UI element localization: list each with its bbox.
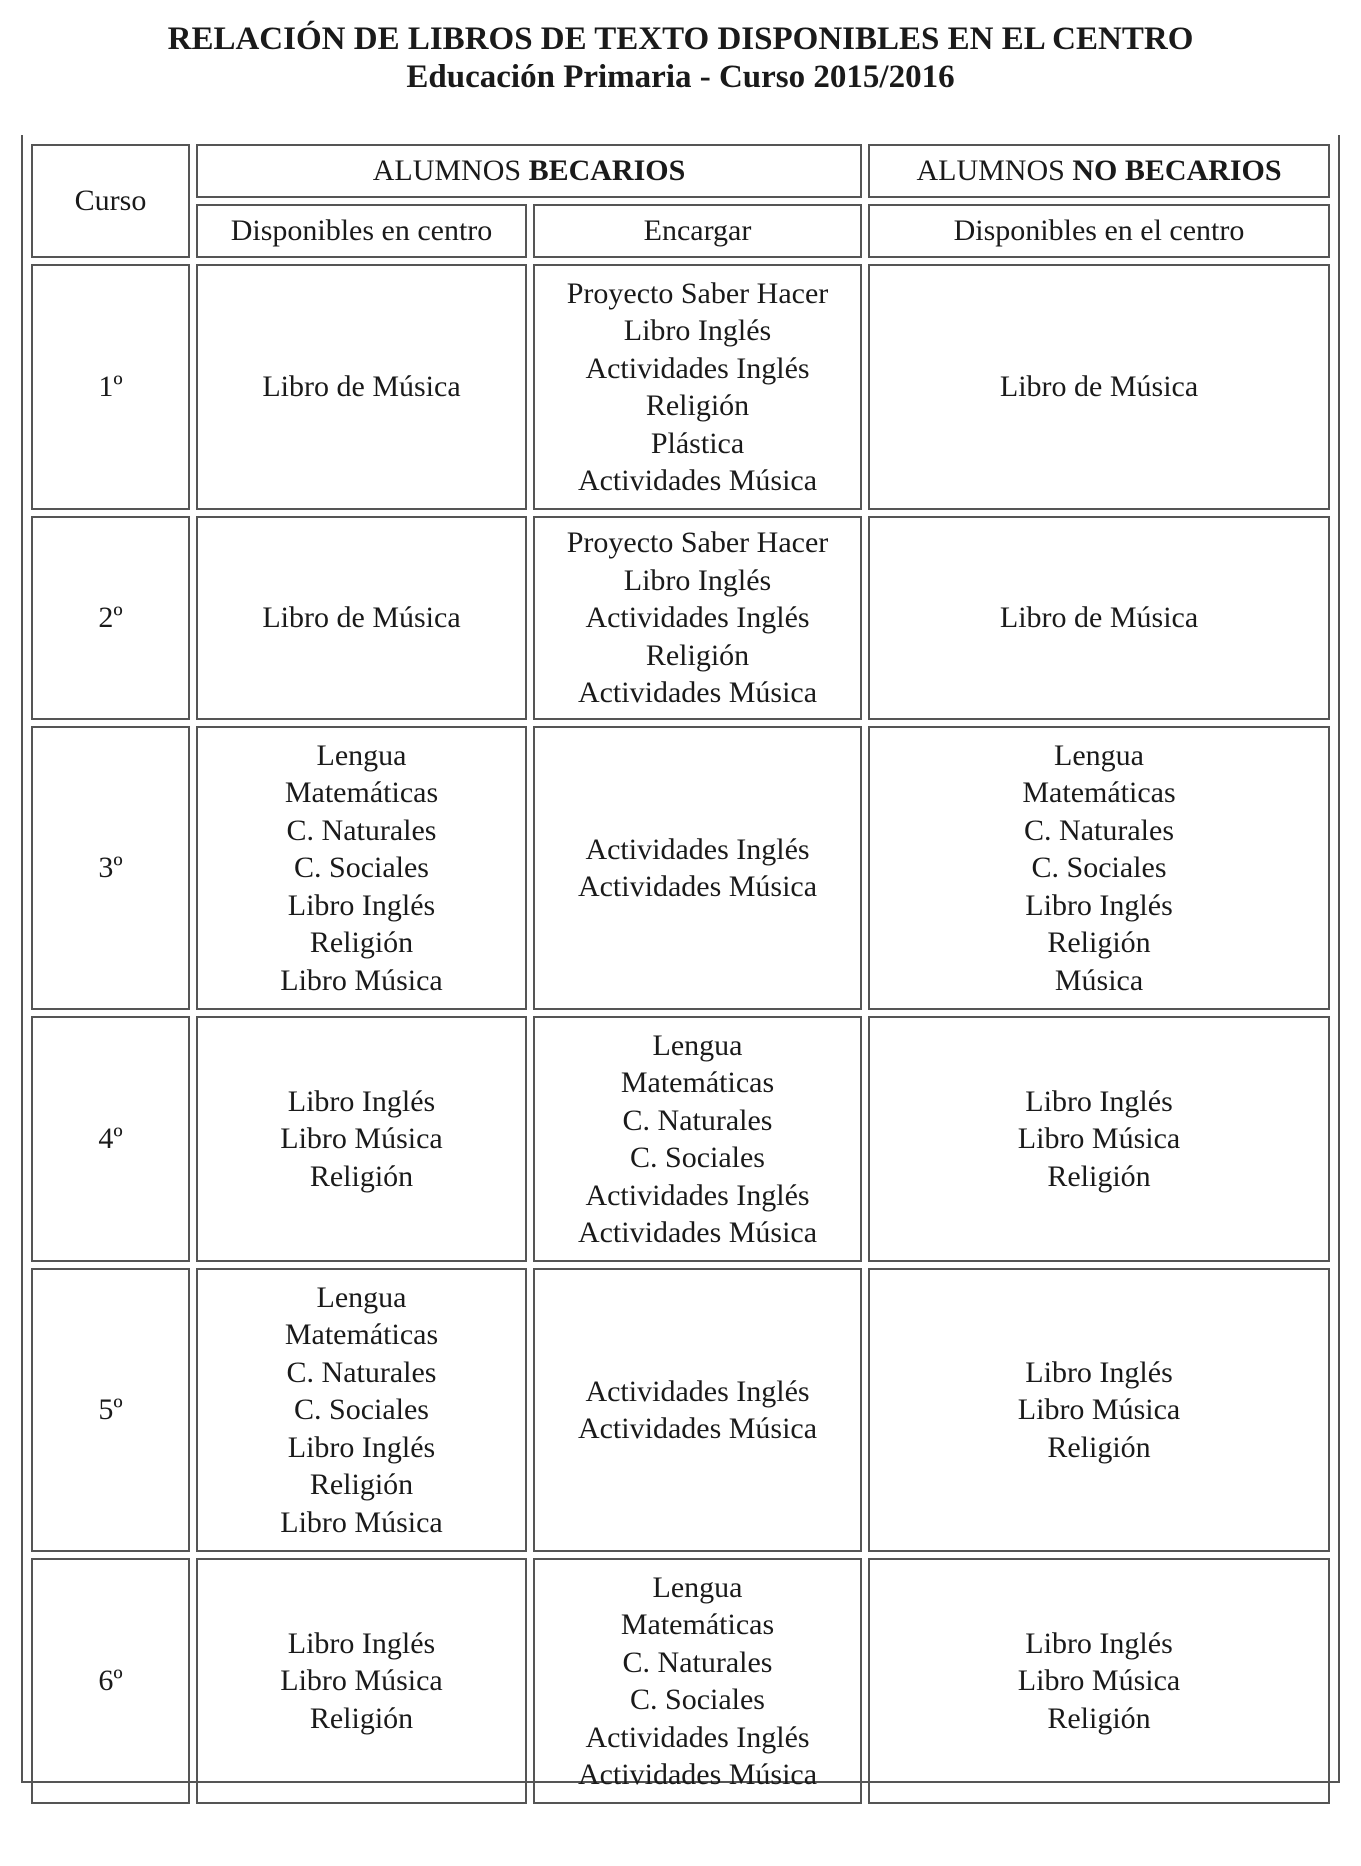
book-item: Matemáticas <box>1022 776 1176 810</box>
book-item: Plástica <box>650 426 745 460</box>
book-item: Lengua <box>1054 738 1144 772</box>
book-item: Religión <box>309 1159 414 1193</box>
book-item: Actividades Música <box>577 1412 818 1445</box>
book-item: Religión <box>1047 1701 1151 1735</box>
document-subtitle: Educación Primaria - Curso 2015/2016 <box>406 59 955 95</box>
book-item: Libro Inglés <box>1025 888 1173 922</box>
book-item: Actividades Inglés <box>585 1178 810 1212</box>
cell-no-becarios-disponibles <box>868 1268 1330 1552</box>
book-item: Actividades Música <box>577 1758 818 1791</box>
table-row <box>31 516 1330 720</box>
book-item: Actividades Música <box>577 676 818 710</box>
subheader-disponibles-centro: Disponibles en centro <box>196 204 527 258</box>
book-item: C. Sociales <box>294 851 429 885</box>
book-item: C. Sociales <box>294 1393 429 1427</box>
cell-curso: 4º <box>31 1016 190 1262</box>
book-item: C. Naturales <box>1024 813 1174 847</box>
header-becarios-prefix: ALUMNOS <box>372 154 529 187</box>
cell-becarios-disponibles <box>196 1016 527 1262</box>
cell-no-becarios-disponibles <box>868 1016 1330 1262</box>
cell-curso: 1º <box>31 264 190 510</box>
cell-becarios-encargar <box>533 1268 862 1552</box>
book-item: Libro Música <box>280 1664 443 1698</box>
cell-becarios-disponibles <box>196 1268 527 1552</box>
cell-no-becarios-disponibles <box>868 1558 1330 1804</box>
book-item: Matemáticas <box>620 1608 775 1641</box>
book-item: C. Naturales <box>286 1355 437 1389</box>
book-item: Libro Música <box>1017 1122 1181 1156</box>
book-item: C. Naturales <box>286 813 437 847</box>
cell-becarios-encargar <box>533 264 862 510</box>
book-item: Libro Música <box>280 1122 443 1156</box>
cell-no-becarios-disponibles <box>868 516 1330 720</box>
book-item: Libro Música <box>1017 1664 1181 1698</box>
book-item: Libro Inglés <box>623 563 772 597</box>
book-item: Libro Inglés <box>1025 1626 1173 1660</box>
book-item: C. Naturales <box>622 1103 773 1137</box>
book-item: Matemáticas <box>620 1066 775 1099</box>
book-item: Libro Inglés <box>623 314 772 347</box>
book-item: Libro de Música <box>999 370 1199 404</box>
table-row <box>31 264 1330 510</box>
cell-becarios-encargar <box>533 1016 862 1262</box>
book-item: Religión <box>645 389 750 422</box>
header-no-becarios <box>868 144 1330 198</box>
book-item: Lengua <box>652 1570 743 1604</box>
table-row <box>31 726 1330 1010</box>
book-item: Libro Música <box>280 963 443 997</box>
document-header <box>0 20 1361 96</box>
cell-curso: 5º <box>31 1268 190 1552</box>
book-item: Proyecto Saber Hacer <box>566 526 829 560</box>
table-row <box>31 1016 1330 1262</box>
book-item: Libro Música <box>280 1505 443 1539</box>
table-row <box>31 1268 1330 1552</box>
book-item: Actividades Música <box>577 870 818 903</box>
book-item: Religión <box>1047 926 1151 960</box>
book-item: Religión <box>309 1468 414 1502</box>
book-item: Libro Música <box>1017 1393 1181 1427</box>
book-item: Libro Inglés <box>1025 1084 1173 1118</box>
subheader-encargar: Encargar <box>533 204 862 258</box>
book-item: Actividades Música <box>577 464 818 497</box>
cell-becarios-encargar <box>533 726 862 1010</box>
book-item: Libro Inglés <box>287 1084 436 1118</box>
book-item: Lengua <box>316 738 407 772</box>
cell-becarios-disponibles <box>196 516 527 720</box>
cell-becarios-disponibles <box>196 726 527 1010</box>
book-item: Libro de Música <box>262 370 461 404</box>
book-item: C. Sociales <box>630 1683 765 1716</box>
table-row <box>31 1558 1330 1804</box>
subheader-disponibles-el-centro: Disponibles en el centro <box>868 204 1330 258</box>
book-item: C. Sociales <box>630 1141 765 1174</box>
header-curso: Curso <box>31 144 190 258</box>
book-item: Libro de Música <box>999 601 1199 635</box>
cell-no-becarios-disponibles <box>868 726 1330 1010</box>
header-row-groups <box>31 144 1330 198</box>
header-row-sub <box>31 204 1330 258</box>
cell-curso: 2º <box>31 516 190 720</box>
book-item: Música <box>1054 963 1144 997</box>
book-item: Actividades Inglés <box>585 1720 810 1754</box>
book-item: Lengua <box>316 1280 407 1314</box>
book-item: Libro Inglés <box>1025 1355 1173 1389</box>
book-item: Actividades Inglés <box>585 832 810 866</box>
cell-becarios-encargar <box>533 1558 862 1804</box>
book-item: Religión <box>309 926 414 960</box>
books-table <box>25 138 1336 1810</box>
book-item: Religión <box>645 638 750 672</box>
header-no-becarios-bold: NO BECARIOS <box>1072 154 1282 187</box>
book-item: Religión <box>309 1701 414 1735</box>
book-item: C. Sociales <box>1031 851 1167 885</box>
book-item: Libro Inglés <box>287 888 436 922</box>
book-item: Matemáticas <box>284 1318 439 1352</box>
book-item: Libro Inglés <box>287 1626 436 1660</box>
book-item: Religión <box>1047 1159 1151 1193</box>
book-item: C. Naturales <box>622 1645 773 1679</box>
book-item: Actividades Música <box>577 1216 818 1249</box>
cell-becarios-disponibles <box>196 264 527 510</box>
book-item: Matemáticas <box>284 776 439 810</box>
book-item: Actividades Inglés <box>585 351 810 385</box>
book-item: Libro de Música <box>262 601 461 635</box>
header-becarios-bold: BECARIOS <box>528 154 686 187</box>
cell-no-becarios-disponibles <box>868 264 1330 510</box>
book-item: Actividades Inglés <box>585 601 810 635</box>
header-no-becarios-prefix: ALUMNOS <box>916 154 1073 187</box>
book-item: Proyecto Saber Hacer <box>566 276 829 310</box>
book-item: Actividades Inglés <box>585 1374 810 1408</box>
book-item: Lengua <box>652 1028 743 1062</box>
book-item: Libro Inglés <box>287 1430 436 1464</box>
header-becarios <box>196 144 862 198</box>
cell-becarios-disponibles <box>196 1558 527 1804</box>
table-body <box>31 264 1330 1804</box>
cell-curso: 3º <box>31 726 190 1010</box>
cell-becarios-encargar <box>533 516 862 720</box>
book-item: Religión <box>1047 1430 1151 1464</box>
cell-curso: 6º <box>31 1558 190 1804</box>
document-title: RELACIÓN DE LIBROS DE TEXTO DISPONIBLES EN EL CENTRO <box>167 21 1194 57</box>
